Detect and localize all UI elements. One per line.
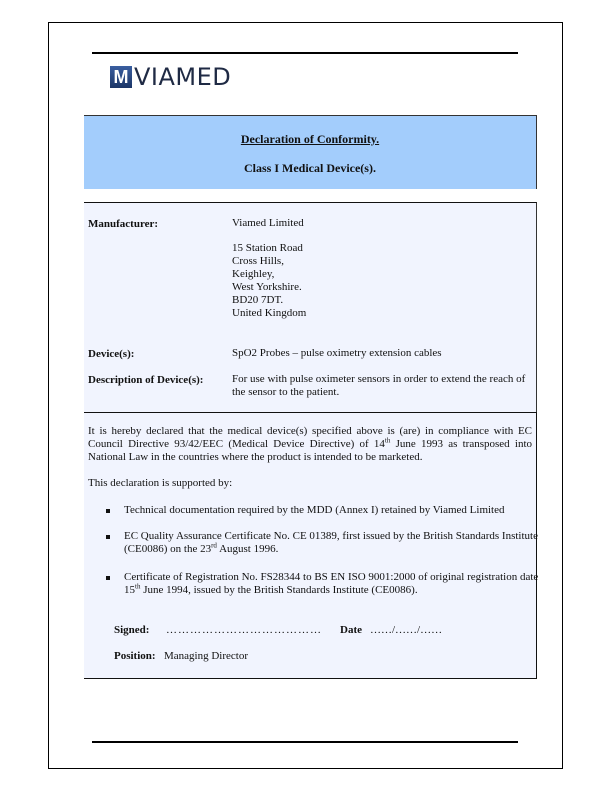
device-value: SpO2 Probes – pulse oximetry extension cables [232,347,442,359]
date-value: ……/……/…… [370,624,443,636]
position-label: Position: [114,650,156,662]
logo-mark-icon: M [110,66,132,88]
manufacturer-label: Manufacturer: [88,218,159,230]
header-rule [92,52,518,54]
supported-by-text: This declaration is supported by: [88,477,233,489]
title-banner [84,115,537,189]
document-subtitle: Class I Medical Device(s). [244,161,376,175]
address-line: Cross Hills, [232,255,284,267]
logo-text: VIAMED [134,63,232,91]
bullet-item: Technical documentation required by the MDD (Annex I) retained by Viamed Limited [106,504,548,517]
device-label: Device(s): [88,348,135,360]
description-label: Description of Device(s): [88,374,204,386]
description-value: For use with pulse oximeter sensors in order to extend the reach of the sensor to the patient. [232,373,526,398]
device-info-section [84,202,537,413]
declaration-paragraph: It is hereby declared that the medical device(s) specified above is (are) in compliance with EC Council Directive 93/42/EEC (Medical Device Directive) of 14th June 1993 as transposed into National Law in the countries where the product is intended to be marketed. [88,425,532,463]
signature-line: ………………………………… [166,624,322,636]
address-line: BD20 7DT. [232,294,284,306]
signed-label: Signed: [114,624,150,636]
manufacturer-name: Viamed Limited [232,217,304,229]
address-line: 15 Station Road [232,242,303,254]
declaration-section [84,412,537,679]
address-line: Keighley, [232,268,275,280]
bullet-item: EC Quality Assurance Certificate No. CE 01389, first issued by the British Standards Institute (CE0086) on the 23rd August 1996. [106,530,548,556]
document-title: Declaration of Conformity. [240,132,380,146]
address-line: United Kingdom [232,307,307,319]
address-line: West Yorkshire. [232,281,302,293]
bullet-item: Certificate of Registration No. FS28344 to BS EN ISO 9001:2000 of original registration date 15th June 1994, issued by the British Standards Institute (CE0086). [106,571,548,597]
footer-rule [92,741,518,743]
viamed-logo [110,64,231,90]
position-value: Managing Director [164,650,248,662]
manufacturer-address [232,242,532,320]
date-label: Date [340,624,362,636]
